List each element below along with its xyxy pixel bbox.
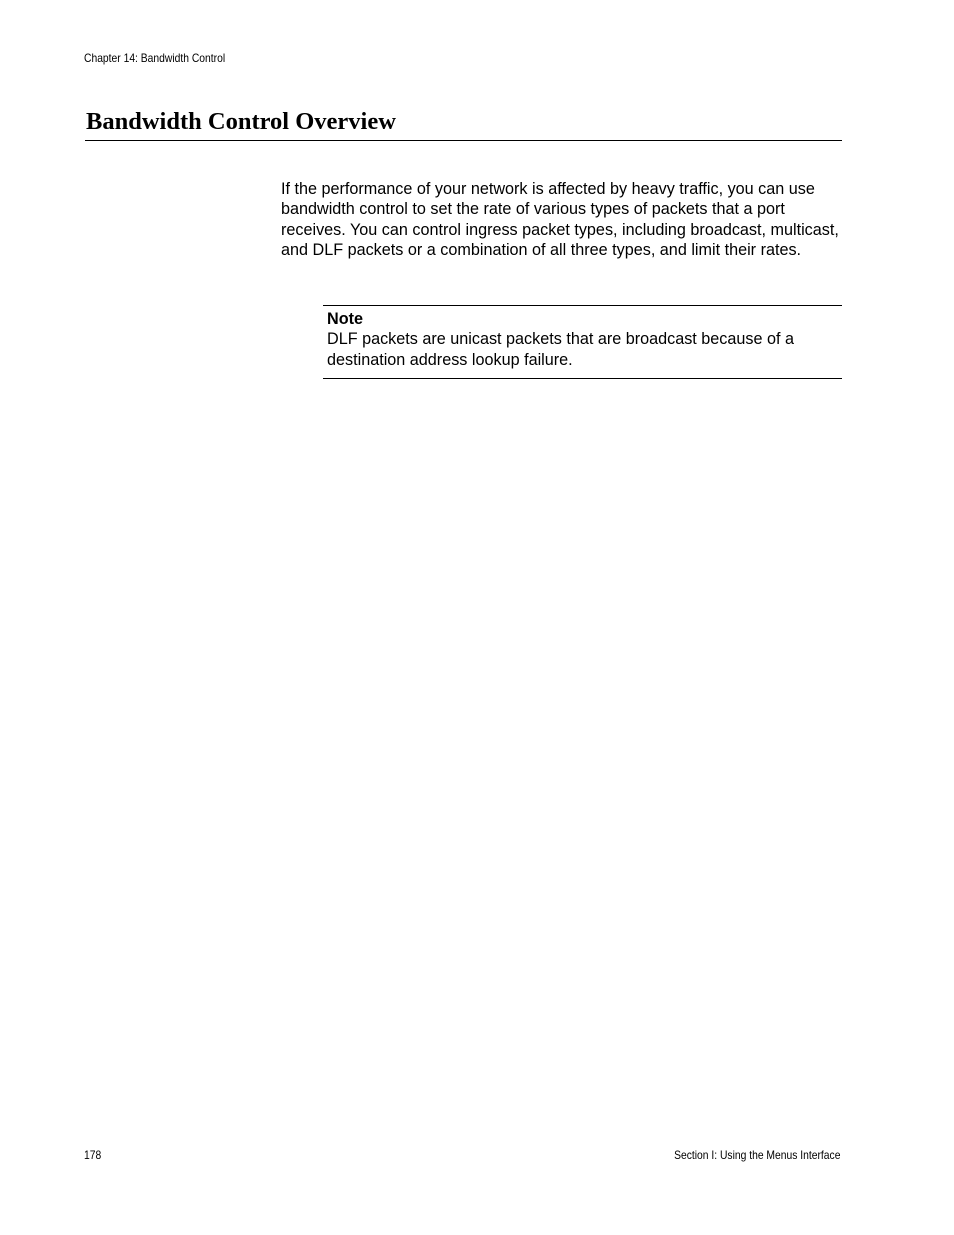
section-title: Bandwidth Control Overview — [86, 108, 396, 135]
running-header: Chapter 14: Bandwidth Control — [84, 51, 226, 65]
note-label: Note — [327, 310, 363, 328]
title-rule — [85, 140, 842, 141]
note-bottom-rule — [323, 378, 842, 379]
note-top-rule — [323, 305, 842, 306]
body-paragraph: If the performance of your network is affected by heavy traffic, you can use bandwidth control to set the rate of various types of packets that a port receives. You can control ingress packet types, including broadcast, multicast, and DLF packets or a combination of all three types, and limit their rates. — [281, 180, 839, 259]
note-text: DLF packets are unicast packets that are broadcast because of a destination address lookup failure. — [327, 330, 795, 369]
running-footer: Section I: Using the Menus Interface — [673, 1148, 840, 1162]
page-number: 178 — [84, 1148, 102, 1162]
